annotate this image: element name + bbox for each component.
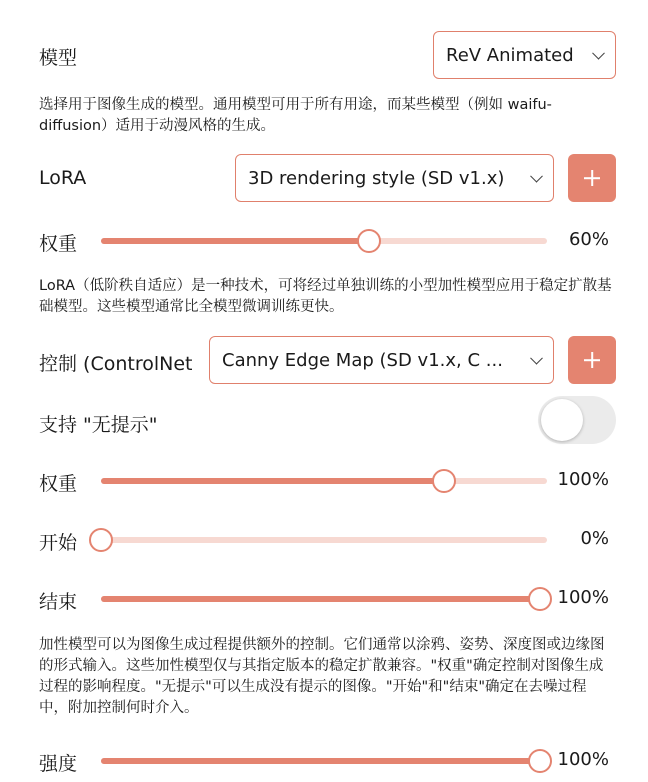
slider-thumb[interactable]: [89, 528, 113, 552]
lora-select-value: 3D rendering style (SD v1.x): [248, 167, 505, 189]
slider-fill: [101, 478, 444, 484]
controlnet-end-label: 结束: [39, 591, 78, 613]
slider-fill: [101, 596, 540, 602]
slider-fill: [101, 758, 540, 764]
lora-description: LoRA（低阶秩自适应）是一种技术，可将经过单独训练的小型加性模型应用于稳定扩散基础模型。这些模型通常比全模型微调训练更快。: [39, 278, 612, 315]
strength-value: 100%: [557, 749, 609, 770]
controlnet-start-label: 开始: [39, 532, 78, 554]
controlnet-weight-value: 100%: [557, 469, 609, 490]
lora-weight-slider[interactable]: [101, 238, 547, 244]
no-prompt-label: 支持 "无提示": [39, 414, 158, 436]
controlnet-weight-label: 权重: [39, 473, 78, 495]
chevron-down-icon: [592, 47, 605, 60]
slider-thumb[interactable]: [432, 469, 456, 493]
controlnet-end-slider[interactable]: [101, 596, 540, 602]
lora-label: LoRA: [39, 167, 87, 189]
slider-thumb[interactable]: [528, 749, 552, 773]
slider-thumb[interactable]: [357, 229, 381, 253]
controlnet-start-slider[interactable]: [101, 537, 547, 543]
model-description: 选择用于图像生成的模型。通用模型可用于所有用途，而某些模型（例如 waifu-diffusion）适用于动漫风格的生成。: [39, 97, 552, 134]
controlnet-select[interactable]: [209, 336, 554, 384]
controlnet-weight-slider[interactable]: [101, 478, 547, 484]
toggle-knob: [541, 399, 583, 441]
strength-label: 强度: [39, 753, 78, 775]
lora-select[interactable]: [235, 154, 554, 202]
controlnet-end-value: 100%: [557, 587, 609, 608]
model-label: 模型: [39, 47, 78, 69]
lora-weight-value: 60%: [568, 229, 609, 250]
controlnet-description: 加性模型可以为图像生成过程提供额外的控制。它们通常以涂鸦、姿势、深度图或边缘图的形式输入。这些加性模型仅与其指定版本的稳定扩散兼容。"权重"确定控制对图像生成过程的影响程度。"无提示"可以生成没有提示的图像。"开始"和"结束"确定在去噪过程中，附加控制何时介入。: [39, 637, 605, 716]
model-select[interactable]: [433, 31, 616, 79]
controlnet-label: 控制 (ControlNet: [39, 353, 193, 375]
chevron-down-icon: [530, 352, 543, 365]
controlnet-start-value: 0%: [580, 528, 609, 549]
chevron-down-icon: [530, 170, 543, 183]
no-prompt-toggle[interactable]: [538, 396, 616, 444]
slider-fill: [101, 238, 369, 244]
lora-weight-label: 权重: [39, 233, 78, 255]
controlnet-select-value: Canny Edge Map (SD v1.x, C ...: [222, 349, 503, 371]
model-select-value: ReV Animated: [446, 44, 574, 66]
add-lora-button[interactable]: [568, 154, 616, 202]
slider-thumb[interactable]: [528, 587, 552, 611]
strength-slider[interactable]: [101, 758, 540, 764]
add-controlnet-button[interactable]: [568, 336, 616, 384]
